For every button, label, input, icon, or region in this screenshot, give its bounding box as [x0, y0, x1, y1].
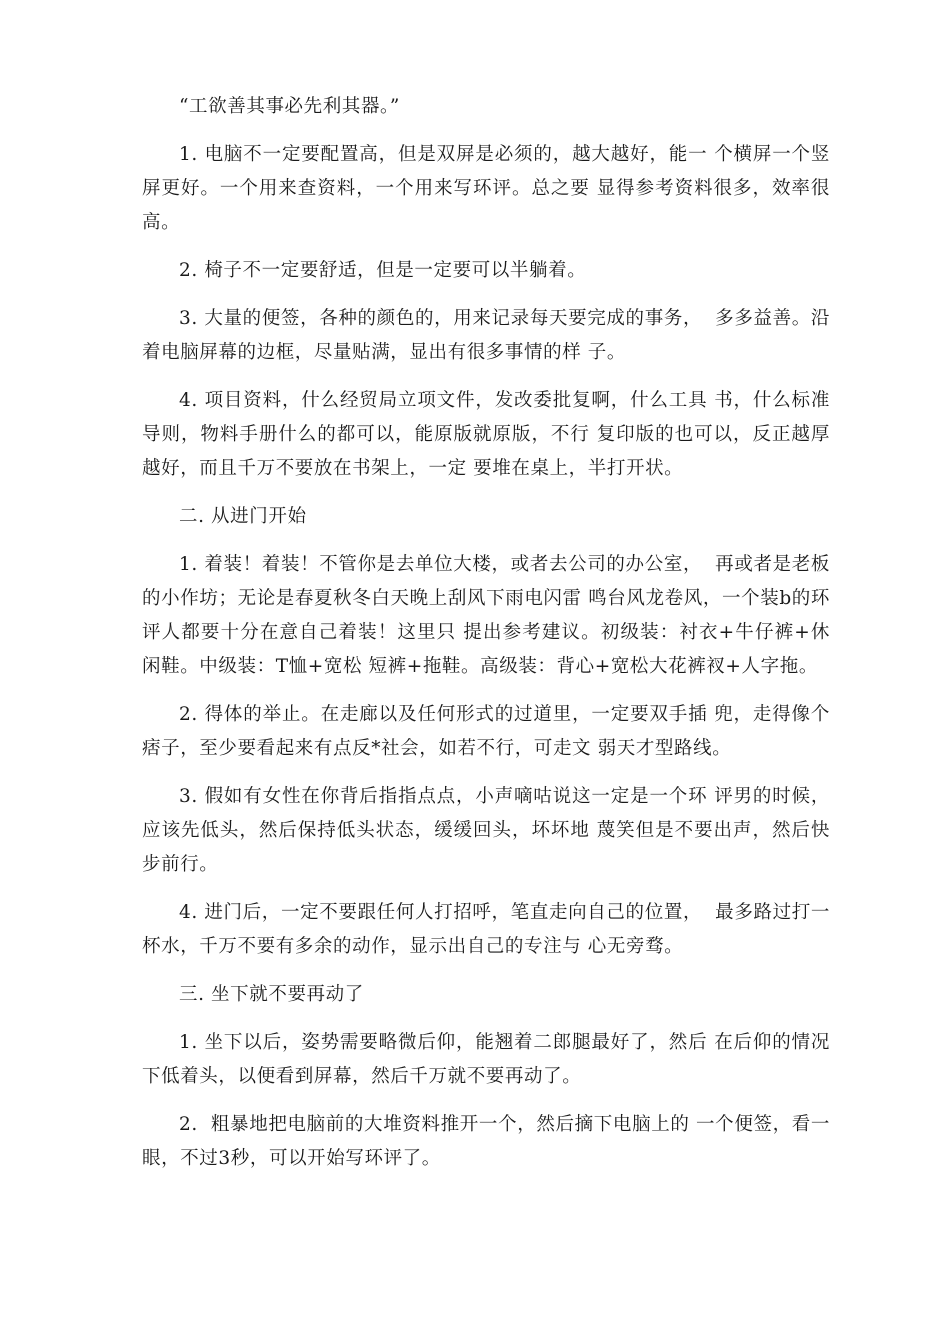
paragraph: 1. 坐下以后，姿势需要略微后仰，能翘着二郎腿最好了，然后 在后仰的情况下低着头，以便看到屏幕，然后千万就不要再动了。 [142, 1032, 830, 1087]
paragraph: 2. 得体的举止。在走廊以及任何形式的过道里，一定要双手插 兜，走得像个痞子，至少要看起来有点反*社会，如若不行，可走文 弱天才型路线。 [142, 704, 830, 759]
paragraph: 1. 电脑不一定要配置高，但是双屏是必须的，越大越好，能一 个横屏一个竖屏更好。一个用来查资料，一个用来写环评。总之要 显得参考资料很多，效率很高。 [142, 144, 830, 233]
paragraph: 3. 假如有女性在你背后指指点点，小声嘀咕说这一定是一个环 评男的时候，应该先低头，然后保持低头状态，缓缓回头，坏坏地 蔑笑但是不要出声，然后快步前行。 [142, 786, 830, 875]
paragraph: 4. 项目资料，什么经贸局立项文件，发改委批复啊，什么工具 书，什么标准导则，物料手册什么的都可以，能原版就原版，不行 复印版的也可以，反正越厚越好，而且千万不要放在书架上，一定 要堆在桌上，半打开状。 [142, 390, 830, 479]
paragraph: 2. 粗暴地把电脑前的大堆资料推开一个，然后摘下电脑上的 一个便签，看一眼，不过3秒，可以开始写环评了。 [142, 1114, 830, 1169]
paragraph: 1. 着装！着装！不管你是去单位大楼，或者去公司的办公室， 再或者是老板的小作坊；无论是春夏秋冬白天晚上刮风下雨电闪雷 鸣台风龙卷风，一个装b的环评人都要十分在意自己着装！这里只 提出参考建议。初级装：衬衣+牛仔裤+休闲鞋。中级装：T恤+宽松 短裤+拖鞋。高级装：背心+宽松大花裤衩+人字拖。 [142, 554, 830, 677]
paragraph: 2. 椅子不一定要舒适，但是一定要可以半躺着。 [179, 260, 587, 281]
section-heading: 三. 坐下就不要再动了 [179, 984, 364, 1005]
document-body [142, 90, 830, 1190]
section-heading: 二. 从进门开始 [179, 506, 307, 527]
paragraph: 3. 大量的便签，各种的颜色的，用来记录每天要完成的事务， 多多益善。沿着电脑屏幕的边框，尽量贴满，显出有很多事情的样 子。 [142, 308, 830, 363]
opening-quote: “工欲善其事必先利其器。” [179, 96, 400, 117]
paragraph: 4. 进门后，一定不要跟任何人打招呼，笔直走向自己的位置， 最多路过打一杯水，千万不要有多余的动作，显示出自己的专注与 心无旁骛。 [142, 902, 830, 957]
